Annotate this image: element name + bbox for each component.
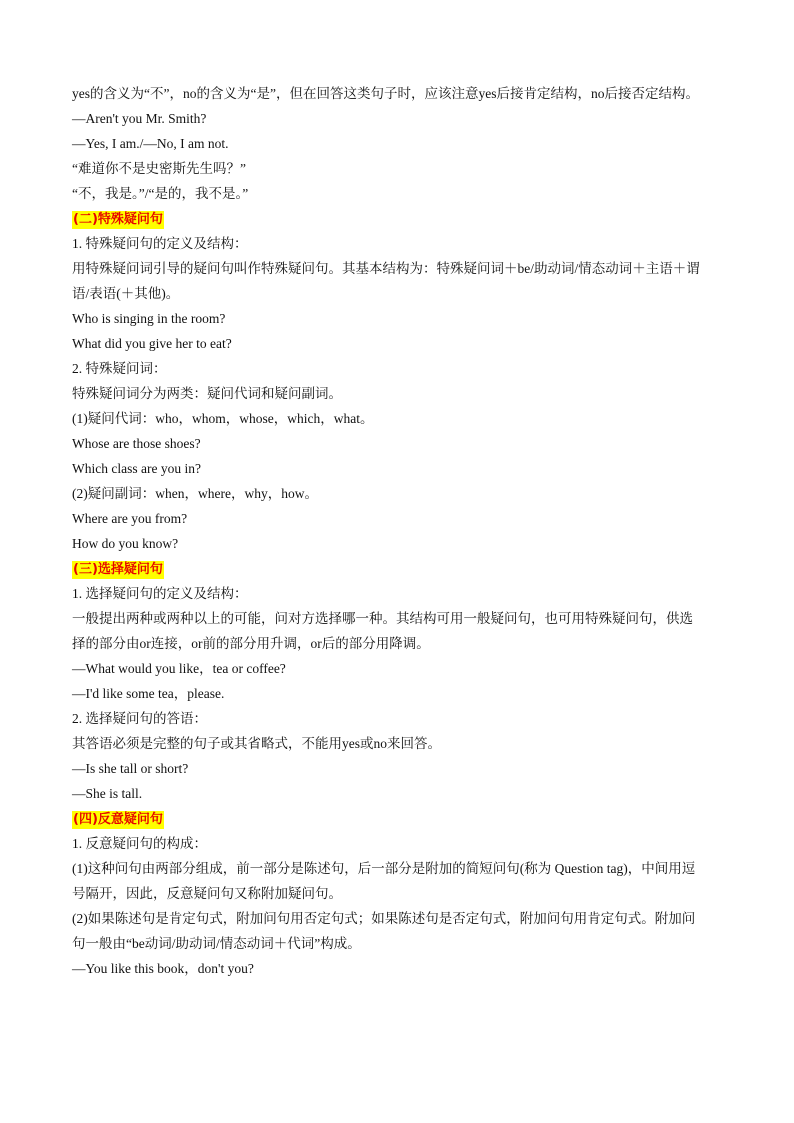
text-line: 特殊疑问词分为两类：疑问代词和疑问副词。 [72,386,342,401]
subheading: 1. 选择疑问句的定义及结构： [72,586,248,601]
example-line: —Is she tall or short? [72,761,189,776]
example-line: Who is singing in the room? [72,311,226,326]
section-heading-special-questions: (二)特殊疑问句 [73,212,163,227]
paragraph-line: 句一般由“be动词/助动词/情态动词＋代词”构成。 [72,936,361,951]
subheading: 2. 选择疑问句的答语： [72,711,207,726]
section-heading-tag-questions: (四)反意疑问句 [73,812,163,827]
example-line: —You like this book，don't you? [72,961,254,976]
text-line: 其答语必须是完整的句子或其省略式，不能用yes或no来回答。 [72,736,441,751]
subheading: 2. 特殊疑问词： [72,361,167,376]
section-heading-alternative-questions: (三)选择疑问句 [73,562,163,577]
paragraph-line: 语/表语(＋其他)。 [72,286,180,301]
paragraph-line: 一般提出两种或两种以上的可能，问对方选择哪一种。其结构可用一般疑问句，也可用特殊疑问句，供选 [72,611,693,626]
translation-line: “不，我是。”/“是的，我不是。” [72,186,249,201]
paragraph-line: (2)如果陈述句是肯定句式，附加问句用否定句式；如果陈述句是否定句式，附加问句用肯定句式。附加问 [72,911,696,926]
paragraph-line: (1)这种问句由两部分组成，前一部分是陈述句，后一部分是附加的简短问句(称为 Question tag)，中间用逗 [72,861,696,876]
example-line: Whose are those shoes? [72,436,201,451]
paragraph-line: 择的部分由or连接，or前的部分用升调，or后的部分用降调。 [72,636,430,651]
translation-line: “难道你不是史密斯先生吗？” [72,161,246,176]
text-line: yes的含义为“不”，no的含义为“是”，但在回答这类句子时，应该注意yes后接肯定结构，no后接否定结构。 [72,86,699,101]
example-line: —What would you like，tea or coffee? [72,661,286,676]
example-line: —Yes, I am./—No, I am not. [72,136,229,151]
example-line: Where are you from? [72,511,188,526]
paragraph-line: 用特殊疑问词引导的疑问句叫作特殊疑问句。其基本结构为：特殊疑问词＋be/助动词/情态动词＋主语＋谓 [72,261,700,276]
example-line: —I'd like some tea，please. [72,686,225,701]
document-body [72,84,724,979]
text-line: (2)疑问副词：when，where，why，how。 [72,486,318,501]
subheading: 1. 反意疑问句的构成： [72,836,207,851]
text-line: (1)疑问代词：who，whom，whose，which，what。 [72,411,374,426]
paragraph-line: 号隔开，因此，反意疑问句又称附加疑问句。 [72,886,342,901]
example-line: —She is tall. [72,786,143,801]
subheading: 1. 特殊疑问句的定义及结构： [72,236,248,251]
example-line: —Aren't you Mr. Smith? [72,111,207,126]
example-line: What did you give her to eat? [72,336,232,351]
example-line: Which class are you in? [72,461,201,476]
example-line: How do you know? [72,536,179,551]
